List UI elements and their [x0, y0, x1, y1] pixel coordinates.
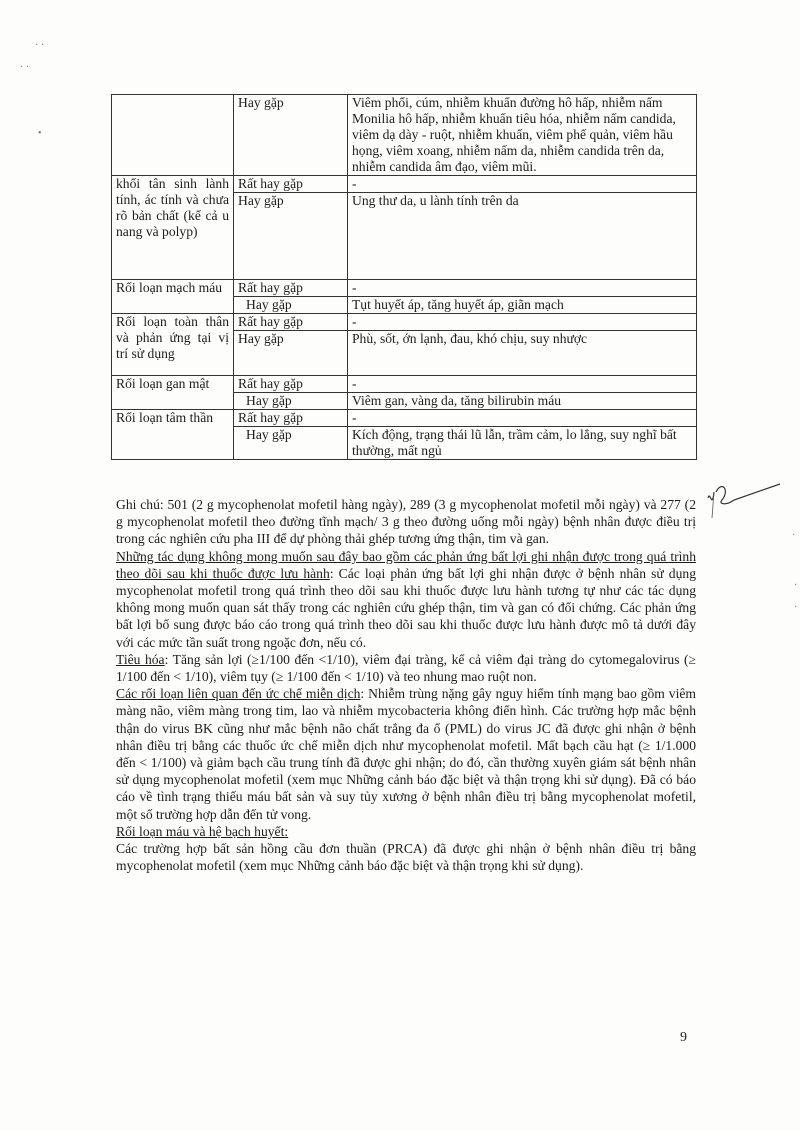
body-text	[116, 496, 696, 874]
effects-cell: Tụt huyết áp, tăng huyết áp, giãn mạch	[348, 297, 697, 314]
effects-cell: -	[348, 410, 697, 427]
effects-cell: Viêm phổi, cúm, nhiễm khuẩn đường hô hấp, nhiễm nấm Monilia hô hấp, nhiễm khuẩn tiêu hóa, nhiễm nấm candida, viêm dạ dày - ruột, nhiễm khuẩn, viêm phế quản, viêm hầu họng, viêm xoang, nhiễm nấm da, nhiễm candida trên da, nhiễm candida âm đạo, viêm mũi.	[348, 95, 697, 176]
scan-speck: ·	[794, 580, 798, 591]
blood-heading-paragraph	[116, 823, 696, 840]
effects-cell: -	[348, 280, 697, 297]
system-cell: Rối loạn mạch máu	[112, 280, 234, 314]
effects-cell: -	[348, 314, 697, 331]
post-marketing-paragraph	[116, 548, 696, 651]
frequency-cell: Hay gặp	[234, 193, 348, 280]
scan-speck: · ·	[35, 40, 45, 51]
note-paragraph: Ghi chú: 501 (2 g mycophenolat mofetil hàng ngày), 289 (3 g mycophenolat mofetil mỗi ngày) và 277 (2 g mycophenolat mofetil theo đường tĩnh mạch/ 3 g theo đường uống mỗi ngày) bệnh nhân được điều trị trong các nghiên cứu pha III để dự phòng thải ghép tương ứng thận, tim và gan.	[116, 497, 696, 547]
gi-paragraph	[116, 651, 696, 685]
blood-paragraph: Các trường hợp bất sản hồng cầu đơn thuần (PRCA) đã được ghi nhận ở bệnh nhân điều trị bằng mycophenolat mofetil (xem mục Những cảnh báo đặc biệt và thận trọng khi sử dụng).	[116, 841, 696, 874]
table-row	[112, 376, 697, 393]
system-cell	[112, 95, 234, 176]
blood-heading: Rối loạn máu và hệ bạch huyết:	[116, 823, 289, 839]
effects-cell: -	[348, 176, 697, 193]
frequency-cell: Hay gặp	[234, 95, 348, 176]
table-row	[112, 314, 697, 331]
system-cell: Rối loạn gan mật	[112, 376, 234, 410]
frequency-cell: Rất hay gặp	[234, 280, 348, 297]
table-row	[112, 410, 697, 427]
system-cell: khối tân sinh lành tính, ác tính và chưa rõ bản chất (kể cả u nang và polyp)	[112, 176, 234, 280]
effects-cell: Kích động, trạng thái lũ lẫn, trầm cảm, lo lắng, suy nghĩ bất thường, mất ngủ	[348, 427, 697, 460]
gi-text: : Tăng sản lợi (≥1/100 đến <1/10), viêm đại tràng, kể cả viêm đại tràng do cytomegalovirus (≥ 1/100 đến < 1/10), viêm tụy (≥ 1/100 đến < 1/10) và teo nhung mao ruột non.	[116, 651, 696, 685]
frequency-cell: Rất hay gặp	[234, 314, 348, 331]
immuno-text: : Nhiễm trùng nặng gây nguy hiểm tính mạng bao gồm viêm màng não, viêm màng trong tim, lao và nhiễm mycobacteria không điển hình. Các trường hợp mắc bệnh thận do virus BK cũng như mắc bệnh não chất trắng đa ổ (PML) do virus JC đã được ghi nhận ở bệnh nhân điều trị bằng các thuốc ức chế miễn dịch như mycophenolat mofetil. Mất bạch cầu hạt (≥ 1/1.000 đến < 1/100) và giảm bạch cầu trung tính đã được ghi nhận; do đó, cần thường xuyên giám sát bệnh nhân sử dụng mycophenolat mofetil (xem mục Những cảnh báo đặc biệt và thận trọng khi sử dụng). Đã có báo cáo về tình trạng thiếu máu bất sản và suy tủy xương ở bệnh nhân điều trị bằng mycophenolat mofetil, một số trường hợp dẫn đến tử vong.	[116, 686, 696, 822]
frequency-cell: Hay gặp	[234, 427, 348, 460]
immuno-paragraph	[116, 685, 696, 823]
frequency-cell: Hay gặp	[234, 393, 348, 410]
scan-speck: · ·	[20, 62, 30, 73]
frequency-cell: Rất hay gặp	[234, 376, 348, 393]
effects-cell: -	[348, 376, 697, 393]
frequency-cell: Hay gặp	[234, 331, 348, 376]
scan-speck: •	[38, 128, 42, 139]
effects-cell: Viêm gan, vàng da, tăng bilirubin máu	[348, 393, 697, 410]
gi-heading: Tiêu hóa	[116, 651, 165, 667]
table-row	[112, 95, 697, 176]
scan-speck: ·	[792, 530, 796, 541]
system-cell: Rối loạn toàn thân và phản ứng tại vị trí sử dụng	[112, 314, 234, 376]
scan-speck: ·	[794, 602, 798, 613]
table-row	[112, 280, 697, 297]
adverse-effects-table	[111, 94, 697, 460]
immuno-heading: Các rối loạn liên quan đến ức chế miễn dịch	[116, 686, 361, 702]
frequency-cell: Rất hay gặp	[234, 410, 348, 427]
effects-cell: Ung thư da, u lành tính trên da	[348, 193, 697, 280]
page-number: 9	[680, 1030, 687, 1045]
post-marketing-text: : Các loại phản ứng bất lợi ghi nhận được ở bệnh nhân sử dụng mycophenolat mofetil trong quá trình theo dõi sau khi thuốc được lưu hành tương tự như các tác dụng không mong muốn quan sát thấy trong các nghiên cứu ghép thận, tim và gan có đối chứng. Các phản ứng bất lợi bổ sung được báo cáo trong quá trình theo dõi sau khi thuốc được lưu hành được mô tả dưới đây với các mức tần suất trong ngoặc đơn, nếu có.	[116, 565, 696, 650]
frequency-cell: Rất hay gặp	[234, 176, 348, 193]
system-cell: Rối loạn tâm thần	[112, 410, 234, 460]
frequency-cell: Hay gặp	[234, 297, 348, 314]
table-row	[112, 176, 697, 193]
effects-cell: Phù, sốt, ớn lạnh, đau, khó chịu, suy nhược	[348, 331, 697, 376]
post-marketing-heading: Những tác dụng không mong muốn sau đây bao gồm các phản ứng bất lợi ghi nhận được trong quá trình theo dõi sau khi thuốc được lưu hành	[116, 548, 696, 581]
signature-mark	[700, 470, 790, 530]
